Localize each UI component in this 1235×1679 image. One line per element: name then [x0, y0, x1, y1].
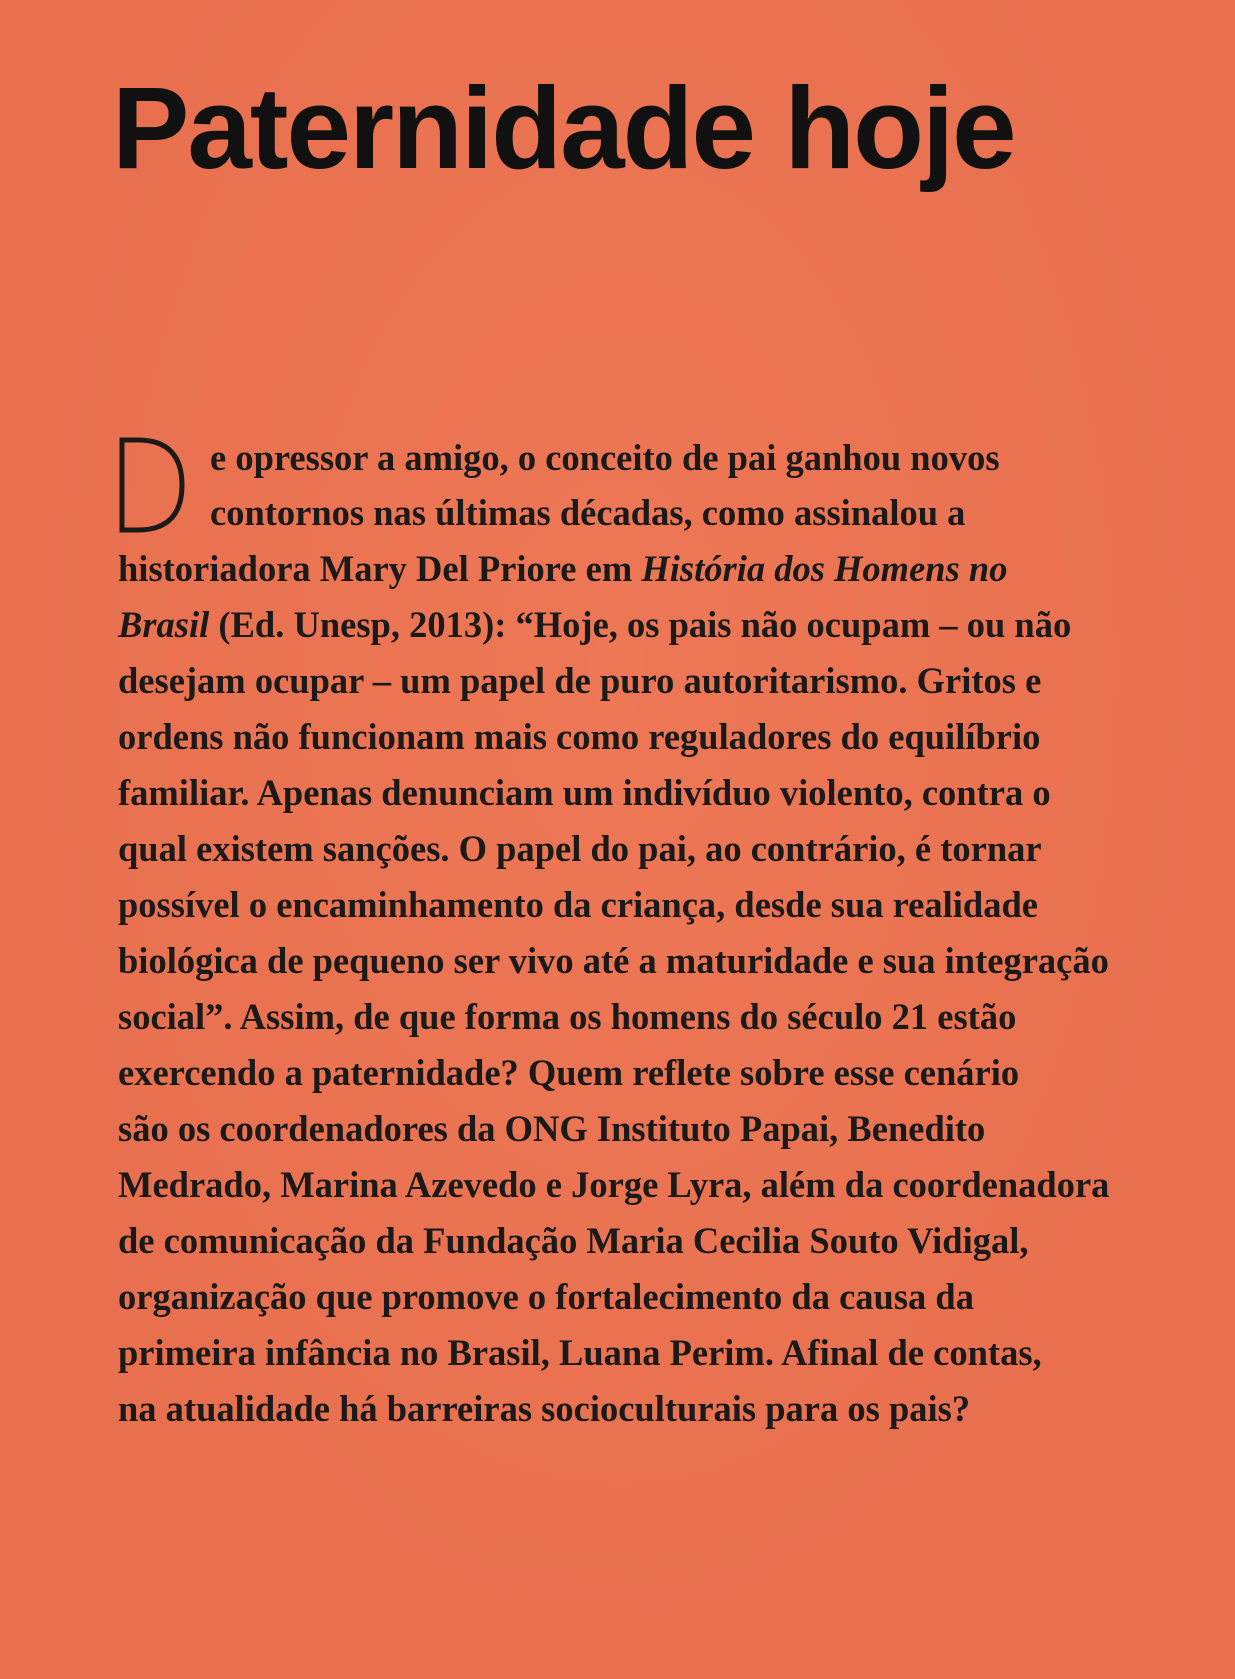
- text-line-13: são os coordenadores da ONG Instituto Papai, Benedito: [118, 1108, 986, 1149]
- text-line-1: e opressor a amigo, o conceito de pai ganhou novos: [210, 437, 1000, 478]
- text-line-3: [118, 547, 1007, 591]
- text-line-2: contornos nas últimas décadas, como assinalou a: [210, 492, 966, 533]
- text-line-8: qual existem sanções. O papel do pai, ao contrário, é tornar: [118, 828, 1042, 869]
- text-line-11: social”. Assim, de que forma os homens do século 21 estão: [118, 996, 1017, 1037]
- text-line-10: biológica de pequeno ser vivo até a maturidade e sua integração: [118, 940, 1109, 981]
- drop-cap: [118, 436, 186, 534]
- text-line-18: na atualidade há barreiras socioculturais para os pais?: [118, 1388, 971, 1429]
- book-title-part-2: Brasil: [118, 604, 210, 645]
- text-line-16: organização que promove o fortalecimento da causa da: [118, 1276, 974, 1317]
- text-line-12: exercendo a paternidade? Quem reflete sobre esse cenário: [118, 1052, 1020, 1093]
- text-line-9: possível o encaminhamento da criança, desde sua realidade: [118, 884, 1038, 925]
- text-line-6: ordens não funcionam mais como reguladores do equilíbrio: [118, 716, 1041, 757]
- text-line-14: Medrado, Marina Azevedo e Jorge Lyra, além da coordenadora: [118, 1164, 1110, 1205]
- text-line-15: de comunicação da Fundação Maria Cecilia Souto Vidigal,: [118, 1220, 1029, 1261]
- text-line-5: desejam ocupar – um papel de puro autoritarismo. Gritos e: [118, 660, 1042, 701]
- text-line-4: [118, 603, 1071, 647]
- book-title-part-1: História dos Homens no: [641, 548, 1008, 589]
- text-line-17: primeira infância no Brasil, Luana Perim. Afinal de contas,: [118, 1332, 1042, 1373]
- text-line-4-rest: (Ed. Unesp, 2013): “Hoje, os pais não ocupam – ou não: [209, 604, 1072, 645]
- text-line-7: familiar. Apenas denunciam um indivíduo violento, contra o: [118, 772, 1051, 813]
- page-title: Paternidade hoje: [112, 63, 1015, 193]
- text-line-3-start: historiadora Mary Del Priore em: [118, 548, 642, 589]
- drop-cap-letter: D: [118, 436, 119, 437]
